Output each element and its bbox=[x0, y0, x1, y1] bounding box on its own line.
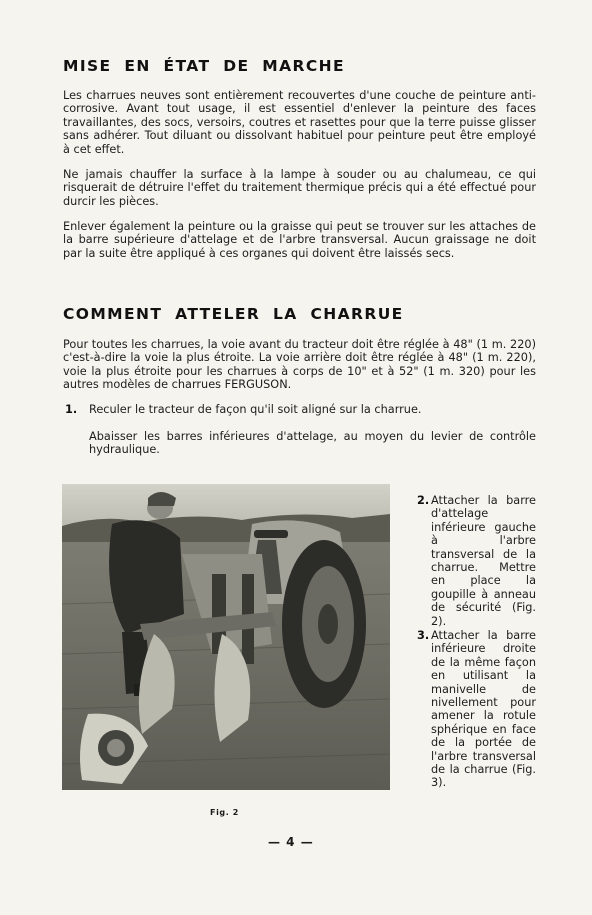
step-1-number: 1. bbox=[65, 403, 78, 416]
tractor-plough-photo bbox=[62, 484, 390, 790]
step-1-text: Reculer le tracteur de façon qu'il soit aligné sur la charrue. bbox=[89, 403, 422, 416]
figure-caption: Fig. 2 bbox=[210, 808, 239, 817]
step-2-number: 2. bbox=[417, 494, 430, 507]
step-3-number: 3. bbox=[417, 629, 430, 642]
paragraph-track-width: Pour toutes les charrues, la voie avant du tracteur doit être réglée à 48" (1 m. 220) c'est-à-dire la voie la plus étroite. La voie arrière doit être réglée à 48" (1 m. 220), voie la plus étroite pour les charrues à corps de 10" et à 52" (1 m. 320) pour les autres modèles de charrues FERGUSON. bbox=[63, 338, 536, 392]
section-title-hitching: COMMENT ATTELER LA CHARRUE bbox=[63, 305, 404, 323]
paragraph-heat-warning: Ne jamais chauffer la surface à la lampe à souder ou au chalumeau, ce qui risquerait de détruire l'effet du traitement thermique précis qui a été effectué pour durcir les pièces. bbox=[63, 168, 536, 208]
step-2-text: Attacher la barre d'attelage inférieure gauche à l'arbre transversal de la charrue. Mettre en place la goupille à anneau de sécurité (Fig. 2). bbox=[431, 494, 536, 628]
photo-illustration bbox=[62, 484, 390, 790]
step-3-text: Attacher la barre inférieure droite de la même façon en utilisant la manivelle de nivellement pour amener la rotule sphérique en face de la portée de l'arbre transversal de la charrue (Fig. 3). bbox=[431, 629, 536, 790]
page-number: — 4 — bbox=[268, 835, 314, 849]
paragraph-paint-removal: Les charrues neuves sont entièrement recouvertes d'une couche de peinture anti-corrosive. Avant tout usage, il est essentiel d'enlever la peinture des faces travaillantes, des socs, versoirs, coutres et rasettes pour que la terre puisse glisser sans adhérer. Tout diluant ou dissolvant habituel pour peinture peut être employé à cet effet. bbox=[63, 89, 536, 156]
paragraph-attachments: Enlever également la peinture ou la graisse qui peut se trouver sur les attaches de la barre supérieure d'attelage et de l'arbre transversal. Aucun graissage ne doit par la suite être appliqué à ces organes qui doivent être laissés secs. bbox=[63, 220, 536, 260]
section-title-preparation: MISE EN ÉTAT DE MARCHE bbox=[63, 57, 345, 75]
step-1-subtext: Abaisser les barres inférieures d'attelage, au moyen du levier de contrôle hydraulique. bbox=[89, 430, 536, 457]
